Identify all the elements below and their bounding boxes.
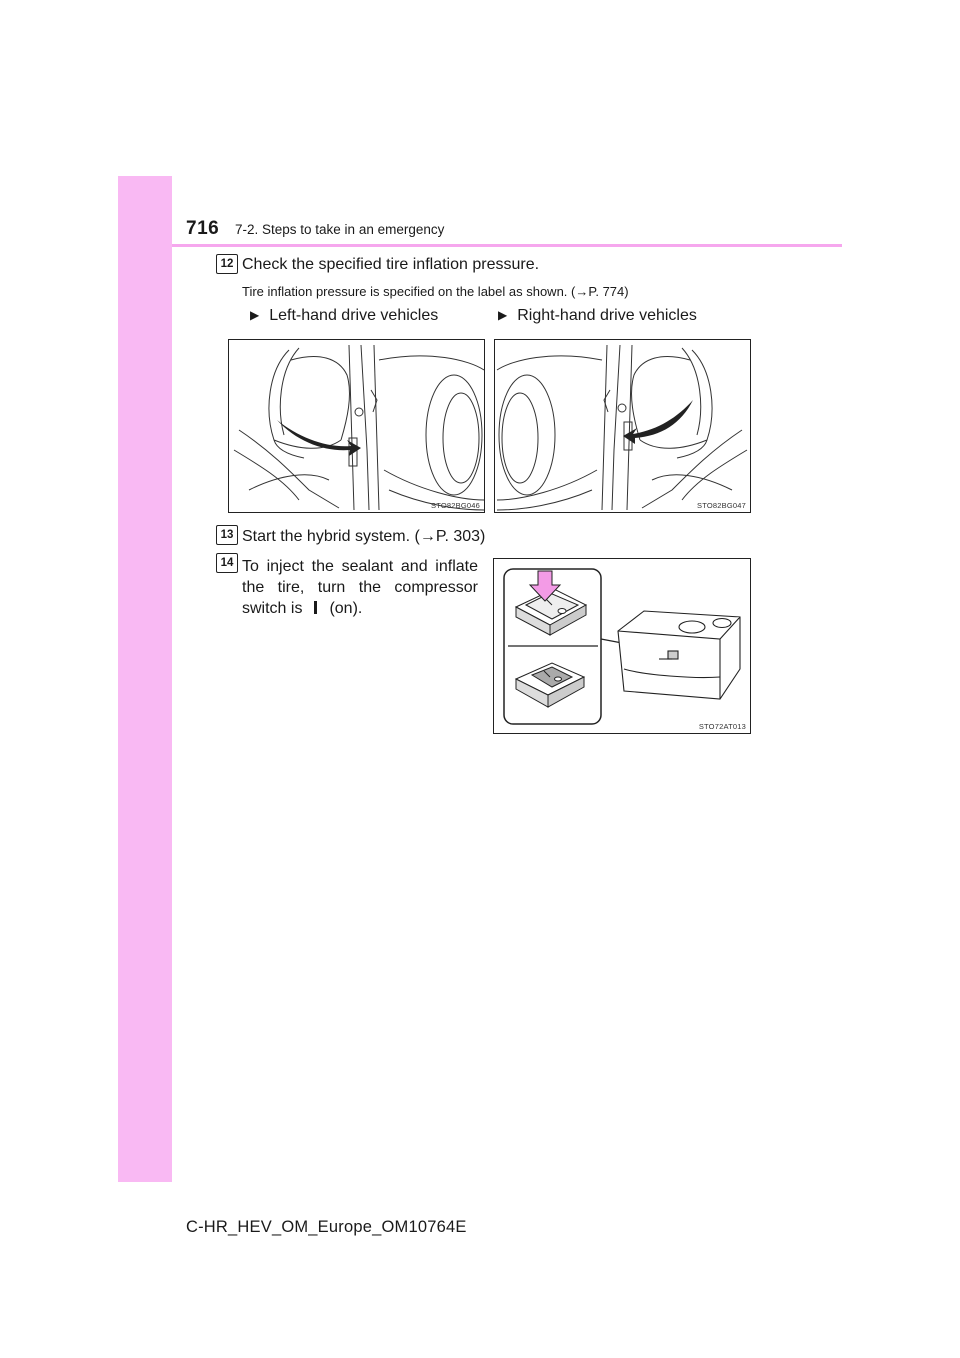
step-14-text: To inject the sealant and inflate the tire, turn the compressor switch is (on).	[242, 558, 478, 617]
document-id: C-HR_HEV_OM_Europe_OM10764E	[186, 1218, 467, 1236]
compressor-switch-illustration	[493, 558, 751, 734]
rhd-label: ▶ Right-hand drive vehicles	[498, 307, 697, 324]
step-13-badge: 13	[216, 525, 238, 545]
step-13-text: Start the hybrid system. (→P. 303)	[242, 528, 486, 545]
step-12-note: Tire inflation pressure is specified on the label as shown. (→P. 774)	[242, 284, 629, 299]
page-number: 716	[186, 218, 220, 239]
compressor-drawing	[494, 559, 751, 734]
step-12-text: Check the specified tire inflation pressure.	[242, 256, 540, 273]
step-14-badge: 14	[216, 553, 238, 573]
lhd-door-pillar-illustration	[228, 339, 485, 513]
section-title: 7-2. Steps to take in an emergency	[235, 222, 445, 237]
step-12-badge: 12	[216, 254, 238, 274]
figure-code: STO72AT013	[698, 722, 746, 731]
section-tab-bar	[118, 176, 172, 1182]
door-pillar-drawing	[229, 340, 485, 513]
lhd-label: ▶ Left-hand drive vehicles	[250, 307, 439, 324]
header-divider	[172, 244, 842, 247]
figure-code: STO82BG046	[431, 501, 480, 510]
door-pillar-drawing	[495, 340, 751, 513]
triangle-bullet-icon: ▶	[250, 308, 260, 322]
switch-on-symbol-icon	[314, 601, 317, 614]
triangle-bullet-icon: ▶	[498, 308, 508, 322]
figure-code: STO82BG047	[697, 501, 746, 510]
rhd-door-pillar-illustration	[494, 339, 751, 513]
